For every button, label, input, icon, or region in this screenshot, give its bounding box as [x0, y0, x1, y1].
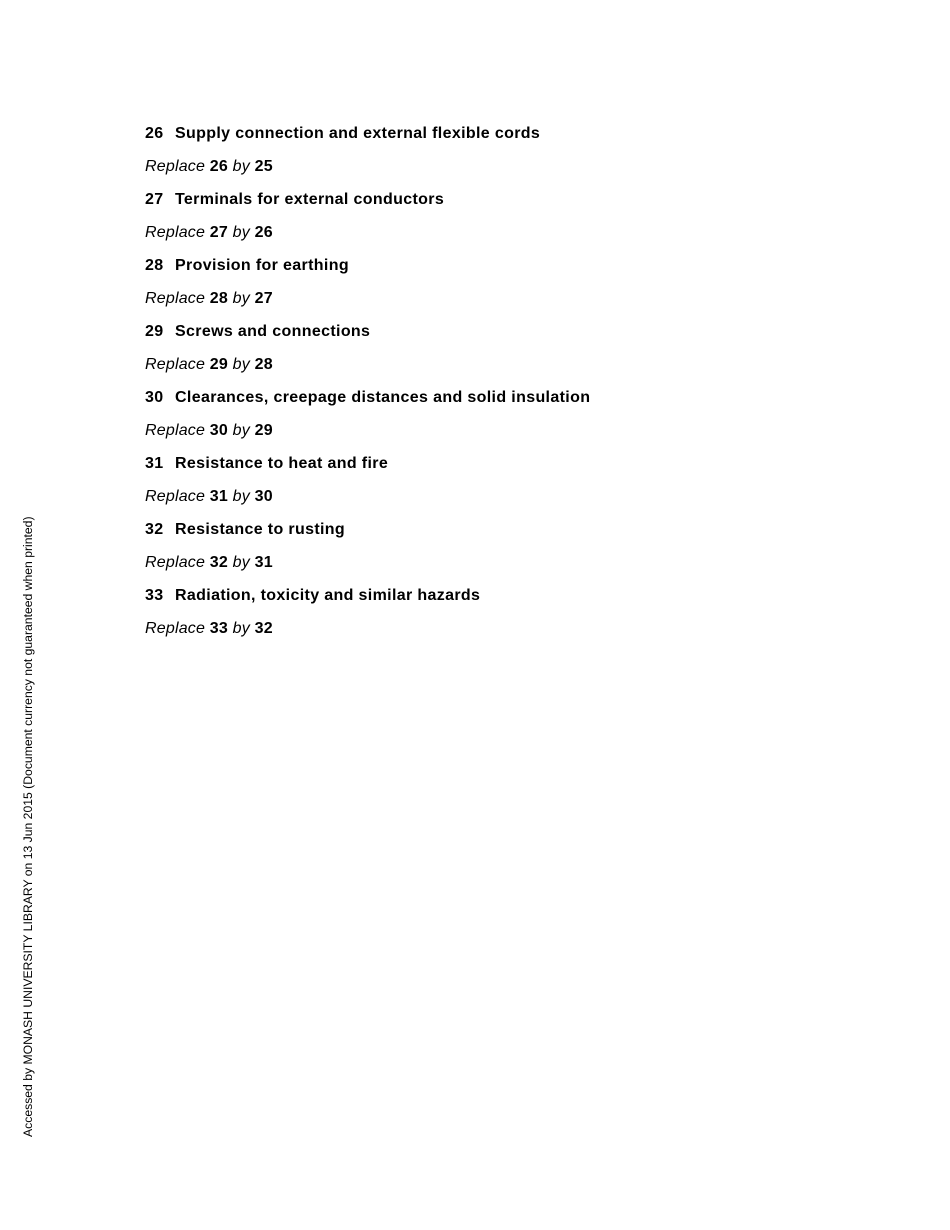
by-word: by: [232, 224, 250, 241]
clause-heading: [145, 585, 590, 607]
clause-number: 29: [145, 323, 164, 340]
clause-heading: [145, 321, 590, 343]
replace-word: Replace: [145, 356, 206, 373]
clause-heading: [145, 123, 590, 145]
access-watermark-note: Accessed by MONASH UNIVERSITY LIBRARY on 13 Jun 2015 (Document currency not guaranteed when printed): [21, 516, 35, 1137]
new-number: 31: [254, 554, 273, 571]
clause-heading: [145, 387, 590, 409]
clause-title: Provision for earthing: [175, 257, 349, 274]
replace-instruction: [145, 222, 590, 244]
clause-number: 28: [145, 257, 164, 274]
clause-29: [145, 321, 590, 376]
new-number: 25: [254, 158, 273, 175]
old-number: 32: [209, 554, 228, 571]
old-number: 30: [209, 422, 228, 439]
replace-word: Replace: [145, 488, 206, 505]
replace-word: Replace: [145, 620, 206, 637]
new-number: 29: [254, 422, 273, 439]
clause-title: Resistance to heat and fire: [175, 455, 389, 472]
old-number: 31: [209, 488, 228, 505]
replace-word: Replace: [145, 554, 206, 571]
old-number: 27: [209, 224, 228, 241]
new-number: 27: [254, 290, 273, 307]
by-word: by: [232, 356, 250, 373]
replace-word: Replace: [145, 158, 206, 175]
by-word: by: [232, 488, 250, 505]
clause-31: [145, 453, 590, 508]
old-number: 26: [209, 158, 228, 175]
clause-heading: [145, 189, 590, 211]
clause-title: Supply connection and external flexible cords: [175, 125, 541, 142]
replace-word: Replace: [145, 224, 206, 241]
by-word: by: [232, 554, 250, 571]
clause-27: [145, 189, 590, 244]
replace-instruction: [145, 618, 590, 640]
clause-title: Resistance to rusting: [175, 521, 346, 538]
clause-number: 27: [145, 191, 164, 208]
old-number: 28: [209, 290, 228, 307]
by-word: by: [232, 158, 250, 175]
clause-heading: [145, 519, 590, 541]
replace-instruction: [145, 288, 590, 310]
clause-33: [145, 585, 590, 640]
old-number: 29: [209, 356, 228, 373]
replace-word: Replace: [145, 290, 206, 307]
clause-26: [145, 123, 590, 178]
clause-28: [145, 255, 590, 310]
replace-instruction: [145, 354, 590, 376]
old-number: 33: [209, 620, 228, 637]
clause-title: Clearances, creepage distances and solid insulation: [175, 389, 591, 406]
clause-number: 31: [145, 455, 164, 472]
clause-list: [145, 123, 590, 651]
clause-heading: [145, 453, 590, 475]
by-word: by: [232, 620, 250, 637]
clause-title: Radiation, toxicity and similar hazards: [175, 587, 481, 604]
clause-number: 33: [145, 587, 164, 604]
by-word: by: [232, 422, 250, 439]
clause-heading: [145, 255, 590, 277]
new-number: 28: [254, 356, 273, 373]
clause-number: 26: [145, 125, 164, 142]
clause-32: [145, 519, 590, 574]
clause-title: Screws and connections: [175, 323, 371, 340]
by-word: by: [232, 290, 250, 307]
replace-word: Replace: [145, 422, 206, 439]
new-number: 26: [254, 224, 273, 241]
new-number: 30: [254, 488, 273, 505]
replace-instruction: [145, 552, 590, 574]
new-number: 32: [254, 620, 273, 637]
clause-30: [145, 387, 590, 442]
replace-instruction: [145, 486, 590, 508]
replace-instruction: [145, 156, 590, 178]
clause-number: 30: [145, 389, 164, 406]
clause-title: Terminals for external conductors: [175, 191, 445, 208]
replace-instruction: [145, 420, 590, 442]
clause-number: 32: [145, 521, 164, 538]
